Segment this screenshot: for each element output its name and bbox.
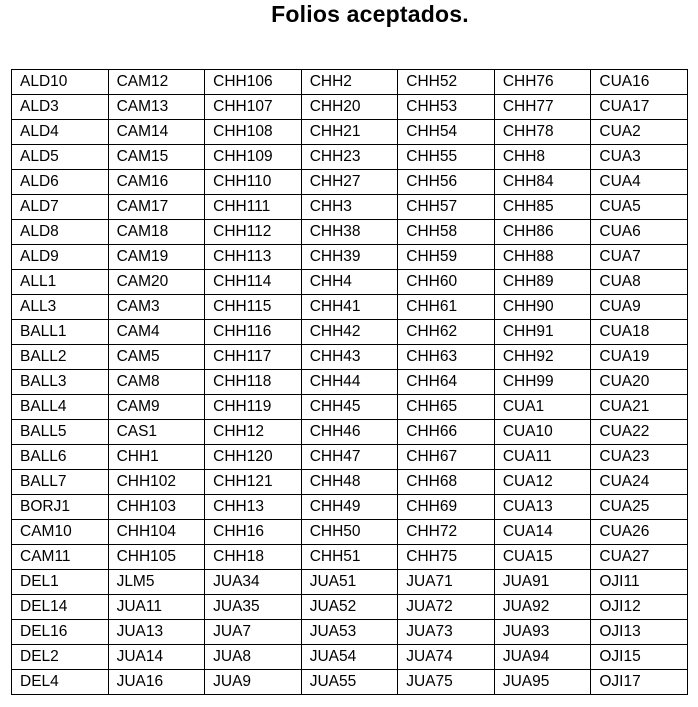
- folio-cell: JUA94: [494, 645, 591, 670]
- folios-table: [11, 69, 688, 695]
- folio-cell: CHH16: [205, 520, 302, 545]
- folio-cell: CHH58: [398, 220, 495, 245]
- folio-cell: CUA6: [591, 220, 688, 245]
- folio-cell: CAM13: [108, 95, 205, 120]
- folio-cell: ALD3: [12, 95, 109, 120]
- folio-cell: CUA19: [591, 345, 688, 370]
- folio-cell: CHH12: [205, 420, 302, 445]
- table-row: [12, 445, 688, 470]
- folio-cell: CUA11: [494, 445, 591, 470]
- folio-cell: CAM14: [108, 120, 205, 145]
- table-row: [12, 570, 688, 595]
- folio-cell: OJI11: [591, 570, 688, 595]
- folio-cell: CHH91: [494, 320, 591, 345]
- folio-cell: CAM4: [108, 320, 205, 345]
- folio-cell: JUA16: [108, 670, 205, 695]
- folio-cell: CHH113: [205, 245, 302, 270]
- folio-cell: ALL1: [12, 270, 109, 295]
- folio-cell: JUA93: [494, 620, 591, 645]
- folio-cell: CUA1: [494, 395, 591, 420]
- folio-cell: CHH67: [398, 445, 495, 470]
- table-row: [12, 370, 688, 395]
- table-row: [12, 95, 688, 120]
- folio-cell: CUA22: [591, 420, 688, 445]
- folio-cell: CHH23: [301, 145, 398, 170]
- folio-cell: BALL7: [12, 470, 109, 495]
- table-row: [12, 245, 688, 270]
- folio-cell: BALL2: [12, 345, 109, 370]
- folio-cell: CUA4: [591, 170, 688, 195]
- folio-cell: CHH109: [205, 145, 302, 170]
- folio-cell: CHH72: [398, 520, 495, 545]
- folio-cell: CHH42: [301, 320, 398, 345]
- folio-cell: JUA53: [301, 620, 398, 645]
- folio-cell: CHH90: [494, 295, 591, 320]
- table-row: [12, 320, 688, 345]
- folio-cell: CHH50: [301, 520, 398, 545]
- folio-cell: BALL4: [12, 395, 109, 420]
- folio-cell: CUA3: [591, 145, 688, 170]
- folio-cell: CAM20: [108, 270, 205, 295]
- folio-cell: CUA15: [494, 545, 591, 570]
- table-row: [12, 470, 688, 495]
- folio-cell: CHH64: [398, 370, 495, 395]
- folio-cell: CAM9: [108, 395, 205, 420]
- folio-cell: OJI17: [591, 670, 688, 695]
- folio-cell: CUA8: [591, 270, 688, 295]
- folio-cell: CAM3: [108, 295, 205, 320]
- folio-cell: CUA20: [591, 370, 688, 395]
- folio-cell: CAM18: [108, 220, 205, 245]
- folio-cell: CHH4: [301, 270, 398, 295]
- folio-cell: CHH20: [301, 95, 398, 120]
- folio-cell: CHH89: [494, 270, 591, 295]
- folio-cell: OJI12: [591, 595, 688, 620]
- folio-cell: CHH103: [108, 495, 205, 520]
- folio-cell: CHH13: [205, 495, 302, 520]
- folio-cell: CHH39: [301, 245, 398, 270]
- folio-cell: CUA12: [494, 470, 591, 495]
- folio-cell: CHH27: [301, 170, 398, 195]
- folio-cell: CHH8: [494, 145, 591, 170]
- folio-cell: CHH118: [205, 370, 302, 395]
- folio-cell: CHH102: [108, 470, 205, 495]
- folio-cell: JUA34: [205, 570, 302, 595]
- folio-cell: CHH61: [398, 295, 495, 320]
- folio-cell: CHH77: [494, 95, 591, 120]
- folio-cell: CHH120: [205, 445, 302, 470]
- folio-cell: CHH46: [301, 420, 398, 445]
- folio-cell: CHH92: [494, 345, 591, 370]
- folio-cell: JUA35: [205, 595, 302, 620]
- folio-cell: CHH75: [398, 545, 495, 570]
- folio-cell: CHH112: [205, 220, 302, 245]
- table-row: [12, 420, 688, 445]
- folio-cell: CUA21: [591, 395, 688, 420]
- folio-cell: ALL3: [12, 295, 109, 320]
- folio-cell: ALD6: [12, 170, 109, 195]
- folio-cell: CHH119: [205, 395, 302, 420]
- folio-cell: CHH54: [398, 120, 495, 145]
- folio-cell: ALD4: [12, 120, 109, 145]
- folio-cell: CAM12: [108, 70, 205, 95]
- table-row: [12, 145, 688, 170]
- folio-cell: CHH18: [205, 545, 302, 570]
- folio-cell: CAM15: [108, 145, 205, 170]
- folio-cell: CHH69: [398, 495, 495, 520]
- folio-cell: CHH116: [205, 320, 302, 345]
- folio-cell: CHH65: [398, 395, 495, 420]
- folio-cell: JUA14: [108, 645, 205, 670]
- folio-cell: JUA13: [108, 620, 205, 645]
- folio-cell: CHH85: [494, 195, 591, 220]
- folio-cell: CUA27: [591, 545, 688, 570]
- folio-cell: DEL1: [12, 570, 109, 595]
- folio-cell: CHH88: [494, 245, 591, 270]
- folio-cell: CHH99: [494, 370, 591, 395]
- table-row: [12, 520, 688, 545]
- folio-cell: CHH43: [301, 345, 398, 370]
- folio-cell: JUA73: [398, 620, 495, 645]
- folio-cell: CAM17: [108, 195, 205, 220]
- folio-cell: CHH114: [205, 270, 302, 295]
- folio-cell: CAM11: [12, 545, 109, 570]
- folio-cell: OJI15: [591, 645, 688, 670]
- folio-cell: OJI13: [591, 620, 688, 645]
- folio-cell: JUA51: [301, 570, 398, 595]
- folios-table-body: [12, 70, 688, 695]
- folio-cell: CAS1: [108, 420, 205, 445]
- table-row: [12, 70, 688, 95]
- folio-cell: CUA25: [591, 495, 688, 520]
- folio-cell: CHH106: [205, 70, 302, 95]
- table-row: [12, 395, 688, 420]
- table-row: [12, 120, 688, 145]
- folio-cell: CHH104: [108, 520, 205, 545]
- table-row: [12, 195, 688, 220]
- folio-cell: DEL4: [12, 670, 109, 695]
- table-row: [12, 495, 688, 520]
- folio-cell: CAM19: [108, 245, 205, 270]
- folio-cell: JUA72: [398, 595, 495, 620]
- folio-cell: JUA92: [494, 595, 591, 620]
- folio-cell: CHH76: [494, 70, 591, 95]
- folio-cell: CHH52: [398, 70, 495, 95]
- folio-cell: CHH44: [301, 370, 398, 395]
- folio-cell: CUA16: [591, 70, 688, 95]
- folio-cell: ALD9: [12, 245, 109, 270]
- folio-cell: CHH117: [205, 345, 302, 370]
- folio-cell: CHH55: [398, 145, 495, 170]
- folio-cell: JUA52: [301, 595, 398, 620]
- page-title: Folios aceptados.: [271, 1, 469, 27]
- table-row: [12, 345, 688, 370]
- folio-cell: CHH63: [398, 345, 495, 370]
- folio-cell: CHH2: [301, 70, 398, 95]
- folio-cell: BALL5: [12, 420, 109, 445]
- folio-cell: CHH107: [205, 95, 302, 120]
- table-row: [12, 670, 688, 695]
- folio-cell: CUA13: [494, 495, 591, 520]
- table-row: [12, 620, 688, 645]
- table-row: [12, 645, 688, 670]
- folio-cell: JUA91: [494, 570, 591, 595]
- folio-cell: CHH84: [494, 170, 591, 195]
- folio-cell: CHH66: [398, 420, 495, 445]
- folio-cell: JUA71: [398, 570, 495, 595]
- folio-cell: CUA17: [591, 95, 688, 120]
- folio-cell: CHH121: [205, 470, 302, 495]
- folio-cell: CHH51: [301, 545, 398, 570]
- folio-cell: JLM5: [108, 570, 205, 595]
- folio-cell: CHH105: [108, 545, 205, 570]
- folio-cell: CHH3: [301, 195, 398, 220]
- folio-cell: CHH47: [301, 445, 398, 470]
- folio-cell: CUA10: [494, 420, 591, 445]
- folio-cell: CHH48: [301, 470, 398, 495]
- folio-cell: CHH53: [398, 95, 495, 120]
- table-row: [12, 595, 688, 620]
- folio-cell: CUA5: [591, 195, 688, 220]
- folio-cell: DEL2: [12, 645, 109, 670]
- folio-cell: BALL6: [12, 445, 109, 470]
- folio-cell: JUA75: [398, 670, 495, 695]
- folio-cell: CAM8: [108, 370, 205, 395]
- folio-cell: CHH60: [398, 270, 495, 295]
- folio-cell: CUA26: [591, 520, 688, 545]
- folio-cell: ALD5: [12, 145, 109, 170]
- folio-cell: CHH115: [205, 295, 302, 320]
- folio-cell: ALD7: [12, 195, 109, 220]
- table-row: [12, 170, 688, 195]
- folio-cell: BALL1: [12, 320, 109, 345]
- folio-cell: CUA2: [591, 120, 688, 145]
- folio-cell: JUA54: [301, 645, 398, 670]
- folio-cell: DEL16: [12, 620, 109, 645]
- folio-cell: CHH111: [205, 195, 302, 220]
- folio-cell: ALD8: [12, 220, 109, 245]
- folio-cell: CAM5: [108, 345, 205, 370]
- folio-cell: JUA9: [205, 670, 302, 695]
- folio-cell: CUA23: [591, 445, 688, 470]
- folio-cell: JUA8: [205, 645, 302, 670]
- table-row: [12, 220, 688, 245]
- folio-cell: CHH86: [494, 220, 591, 245]
- folio-cell: CHH21: [301, 120, 398, 145]
- table-row: [12, 295, 688, 320]
- folio-cell: CHH62: [398, 320, 495, 345]
- folio-cell: CHH110: [205, 170, 302, 195]
- folio-cell: JUA95: [494, 670, 591, 695]
- folio-cell: JUA74: [398, 645, 495, 670]
- folio-cell: CHH78: [494, 120, 591, 145]
- folio-cell: CUA24: [591, 470, 688, 495]
- folio-cell: CAM16: [108, 170, 205, 195]
- folio-cell: CHH57: [398, 195, 495, 220]
- table-row: [12, 545, 688, 570]
- folio-cell: CHH1: [108, 445, 205, 470]
- folio-cell: JUA7: [205, 620, 302, 645]
- folio-cell: CAM10: [12, 520, 109, 545]
- folio-cell: CHH68: [398, 470, 495, 495]
- folio-cell: CHH38: [301, 220, 398, 245]
- folio-cell: CUA18: [591, 320, 688, 345]
- folio-cell: JUA55: [301, 670, 398, 695]
- folio-cell: CUA14: [494, 520, 591, 545]
- folio-cell: CHH41: [301, 295, 398, 320]
- folio-cell: CHH108: [205, 120, 302, 145]
- folio-cell: BALL3: [12, 370, 109, 395]
- folio-cell: CHH56: [398, 170, 495, 195]
- folio-cell: CUA9: [591, 295, 688, 320]
- folio-cell: DEL14: [12, 595, 109, 620]
- folio-cell: CHH45: [301, 395, 398, 420]
- folio-cell: BORJ1: [12, 495, 109, 520]
- folio-cell: ALD10: [12, 70, 109, 95]
- folio-cell: CHH49: [301, 495, 398, 520]
- folio-cell: JUA11: [108, 595, 205, 620]
- folio-cell: CHH59: [398, 245, 495, 270]
- table-row: [12, 270, 688, 295]
- folio-cell: CUA7: [591, 245, 688, 270]
